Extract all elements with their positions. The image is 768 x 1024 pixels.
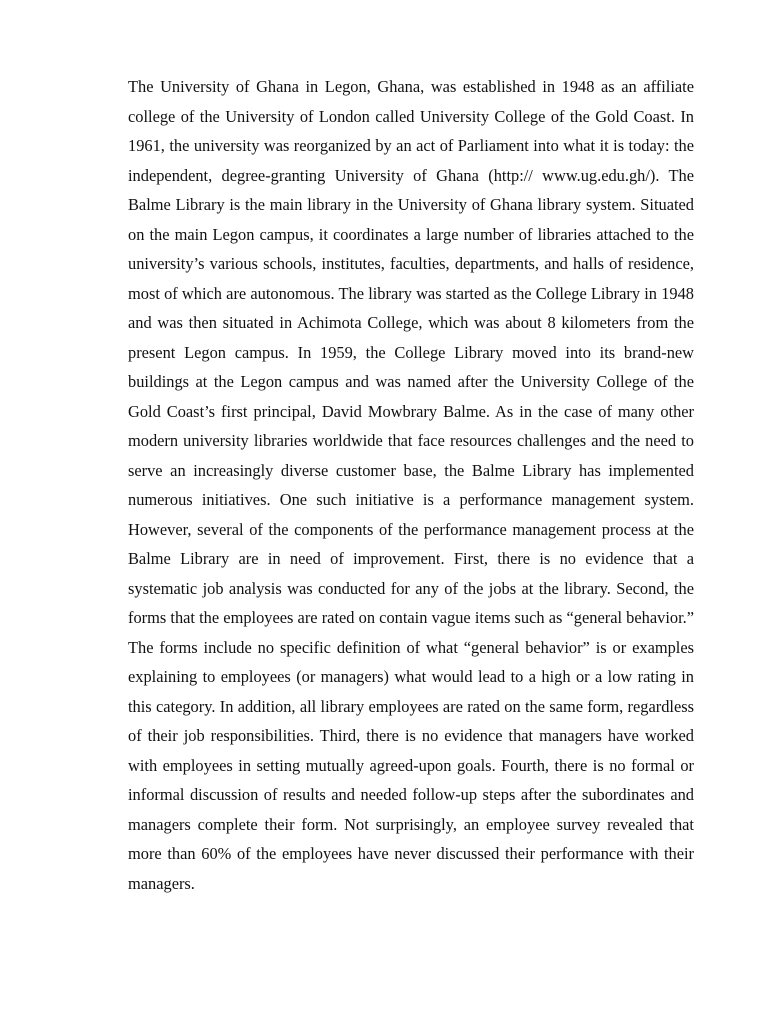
body-paragraph: The University of Ghana in Legon, Ghana, was established in 1948 as an affiliate college of the University of London called University College of the Gold Coast. In 1961, the university was reorganized by an act of Parliament into what it is today: the independent, degree-granting University of Ghana (http:// www.ug.edu.gh/). The Balme Library is the main library in the University of Ghana library system. Situated on the main Legon campus, it coordinates a large number of libraries attached to the university’s various schools, institutes, faculties, departments, and halls of residence, most of which are autonomous. The library was started as the College Library in 1948 and was then situated in Achimota College, which was about 8 kilometers from the present Legon campus. In 1959, the College Library moved into its brand-new buildings at the Legon campus and was named after the University College of the Gold Coast’s first principal, David Mowbrary Balme. As in the case of many other modern university libraries worldwide that face resources challenges and the need to serve an increasingly diverse customer base, the Balme Library has implemented numerous initiatives. One such initiative is a performance management system. However, several of the components of the performance management process at the Balme Library are in need of improvement. First, there is no evidence that a systematic job analysis was conducted for any of the jobs at the library. Second, the forms that the employees are rated on contain vague items such as “general behavior.” The forms include no specific definition of what “general behavior” is or examples explaining to employees (or managers) what would lead to a high or a low rating in this category. In addition, all library employees are rated on the same form, regardless of their job responsibilities. Third, there is no evidence that managers have worked with employees in setting mutually agreed-upon goals. Fourth, there is no formal or informal discussion of results and needed follow-up steps after the subordinates and managers complete their form. Not surprisingly, an employee survey revealed that more than 60% of the employees have never discussed their performance with their managers.: [128, 77, 694, 893]
